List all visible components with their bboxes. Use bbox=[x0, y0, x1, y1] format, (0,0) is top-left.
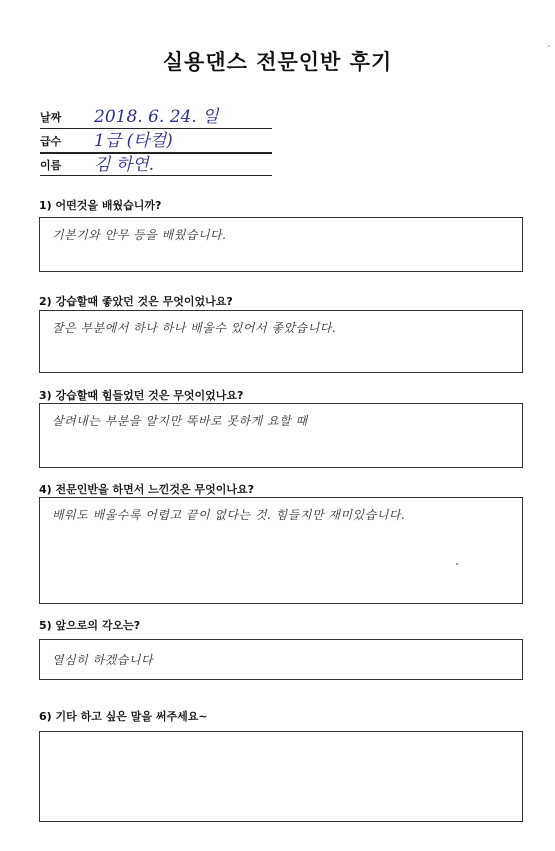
name-row bbox=[40, 154, 272, 176]
grade-label: 급수 bbox=[40, 135, 62, 148]
question-2-label: 2) 강습할때 좋았던 것은 무엇이었나요? bbox=[39, 295, 233, 308]
name-value: 김 하연. bbox=[94, 155, 155, 175]
name-underline bbox=[40, 175, 272, 176]
grade-value: 1급 (타컬) bbox=[94, 131, 173, 151]
question-6-label: 6) 기타 하고 싶은 말을 써주세요~ bbox=[39, 710, 208, 723]
date-value: 2018. 6. 24. 일 bbox=[94, 107, 219, 127]
name-label: 이름 bbox=[40, 159, 62, 172]
date-row bbox=[40, 106, 272, 128]
grade-row bbox=[40, 130, 272, 152]
answer-box-1[interactable] bbox=[39, 217, 523, 272]
answer-2-text: 잘은 부분에서 하나 하나 배울수 있어서 좋았습니다. bbox=[52, 321, 337, 335]
scan-speck bbox=[548, 45, 550, 47]
question-4-label: 4) 전문인반을 하면서 느낀것은 무엇이나요? bbox=[39, 483, 255, 496]
question-3-label: 3) 강습할때 힘들었던 것은 무엇이었나요? bbox=[39, 389, 244, 402]
answer-box-5[interactable] bbox=[39, 639, 523, 680]
scan-speck bbox=[456, 563, 458, 565]
date-label: 날짜 bbox=[40, 111, 62, 124]
answer-3-text: 살려내는 부분을 알지만 똑바로 못하게 요할 때 bbox=[52, 414, 308, 428]
answer-box-2[interactable] bbox=[39, 310, 523, 373]
answer-box-3[interactable] bbox=[39, 403, 523, 468]
answer-box-6[interactable] bbox=[39, 731, 523, 822]
question-5-label: 5) 앞으로의 각오는? bbox=[39, 619, 141, 632]
answer-1-text: 기본기와 안무 등을 배웠습니다. bbox=[52, 228, 227, 242]
answer-box-4[interactable] bbox=[39, 497, 523, 604]
answer-4-text: 배워도 배울수록 어렵고 끝이 없다는 것. 힘들지만 재미있습니다. bbox=[52, 508, 406, 522]
question-1-label: 1) 어떤것을 배웠습니까? bbox=[39, 199, 162, 212]
answer-5-text: 열심히 하겠습니다 bbox=[52, 653, 154, 667]
form-title: 실용댄스 전문인반 후기 bbox=[162, 50, 393, 74]
